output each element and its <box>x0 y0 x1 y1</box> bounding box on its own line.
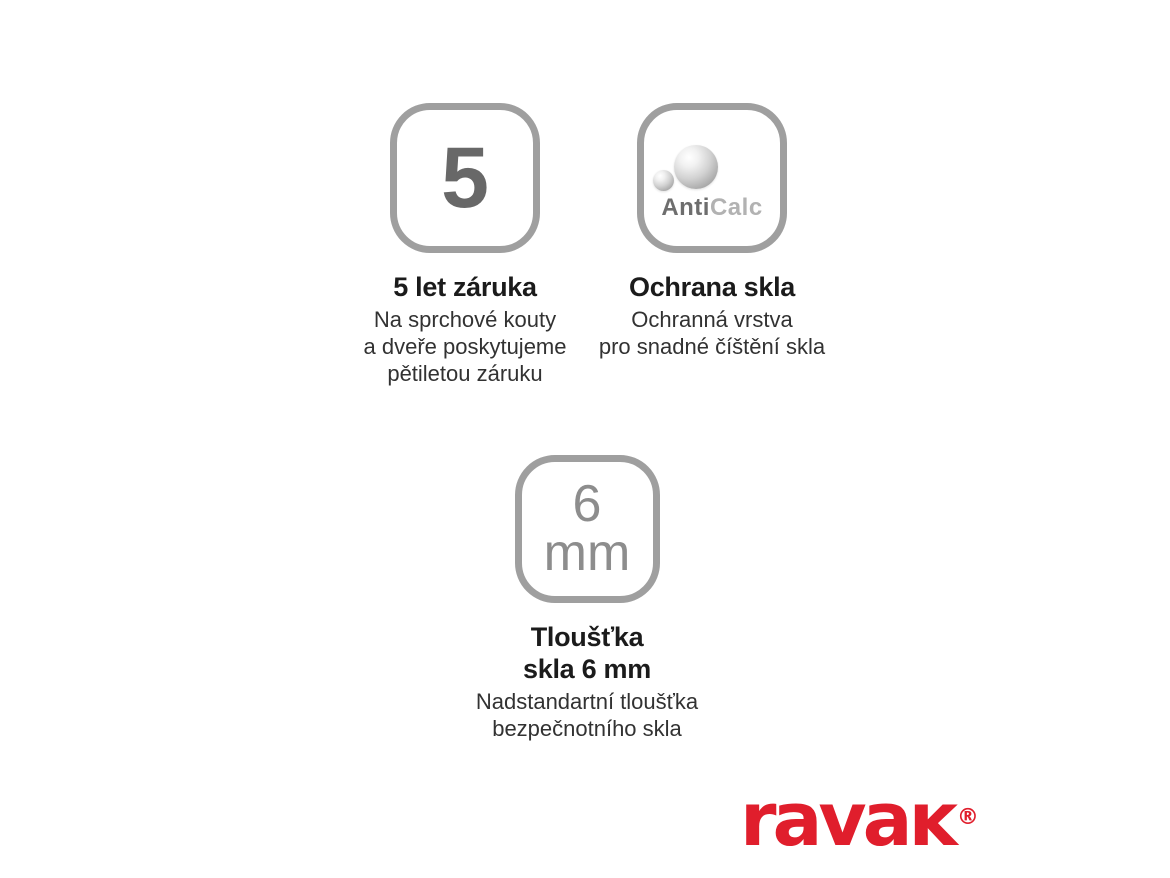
water-drop-small-icon <box>653 170 674 191</box>
feature-description <box>364 306 567 387</box>
ravak-wordmark: ravaĸ <box>740 777 954 863</box>
feature-description-line: pro snadné číštění skla <box>598 334 826 359</box>
number-5-icon: 5 <box>441 130 489 226</box>
feature-description-line: Ochranná vrstva <box>631 307 793 332</box>
feature-description <box>476 688 698 742</box>
thickness-6-icon: 6 <box>572 474 602 533</box>
glass-thickness-badge-tile <box>515 455 660 603</box>
water-drop-large-icon <box>674 145 718 189</box>
feature-card-glass-thickness <box>437 455 737 742</box>
feature-description-line: a dveře poskytujeme <box>363 334 567 359</box>
anticalc-label-calc: Calc <box>709 194 763 221</box>
feature-description-line: bezpečnotního skla <box>492 716 682 741</box>
feature-description-line: Nadstandartní tloušťka <box>475 689 699 714</box>
anticalc-wordmark <box>644 194 780 222</box>
feature-card-anticalc <box>562 103 862 360</box>
feature-description-line: Na sprchové kouty <box>373 307 557 332</box>
anticalc-label-anti: Anti <box>661 194 710 221</box>
feature-title-line: skla 6 mm <box>523 654 651 684</box>
anticalc-caption <box>599 271 825 360</box>
feature-title-line: Tloušťka <box>530 622 644 652</box>
feature-title <box>476 621 698 685</box>
thickness-caption <box>476 621 698 742</box>
ravak-logo <box>740 777 979 863</box>
feature-title: 5 let záruka <box>393 272 537 302</box>
warranty-badge-tile <box>390 103 540 253</box>
feature-card-warranty <box>335 103 595 387</box>
feature-description <box>599 306 825 360</box>
feature-description-line: pětiletou záruku <box>387 361 543 386</box>
feature-title: Ochrana skla <box>629 272 795 302</box>
anticalc-badge-tile <box>637 103 787 253</box>
warranty-caption <box>364 271 567 387</box>
thickness-mm-icon: mm <box>543 524 631 582</box>
registered-trademark-icon: ® <box>956 805 979 830</box>
